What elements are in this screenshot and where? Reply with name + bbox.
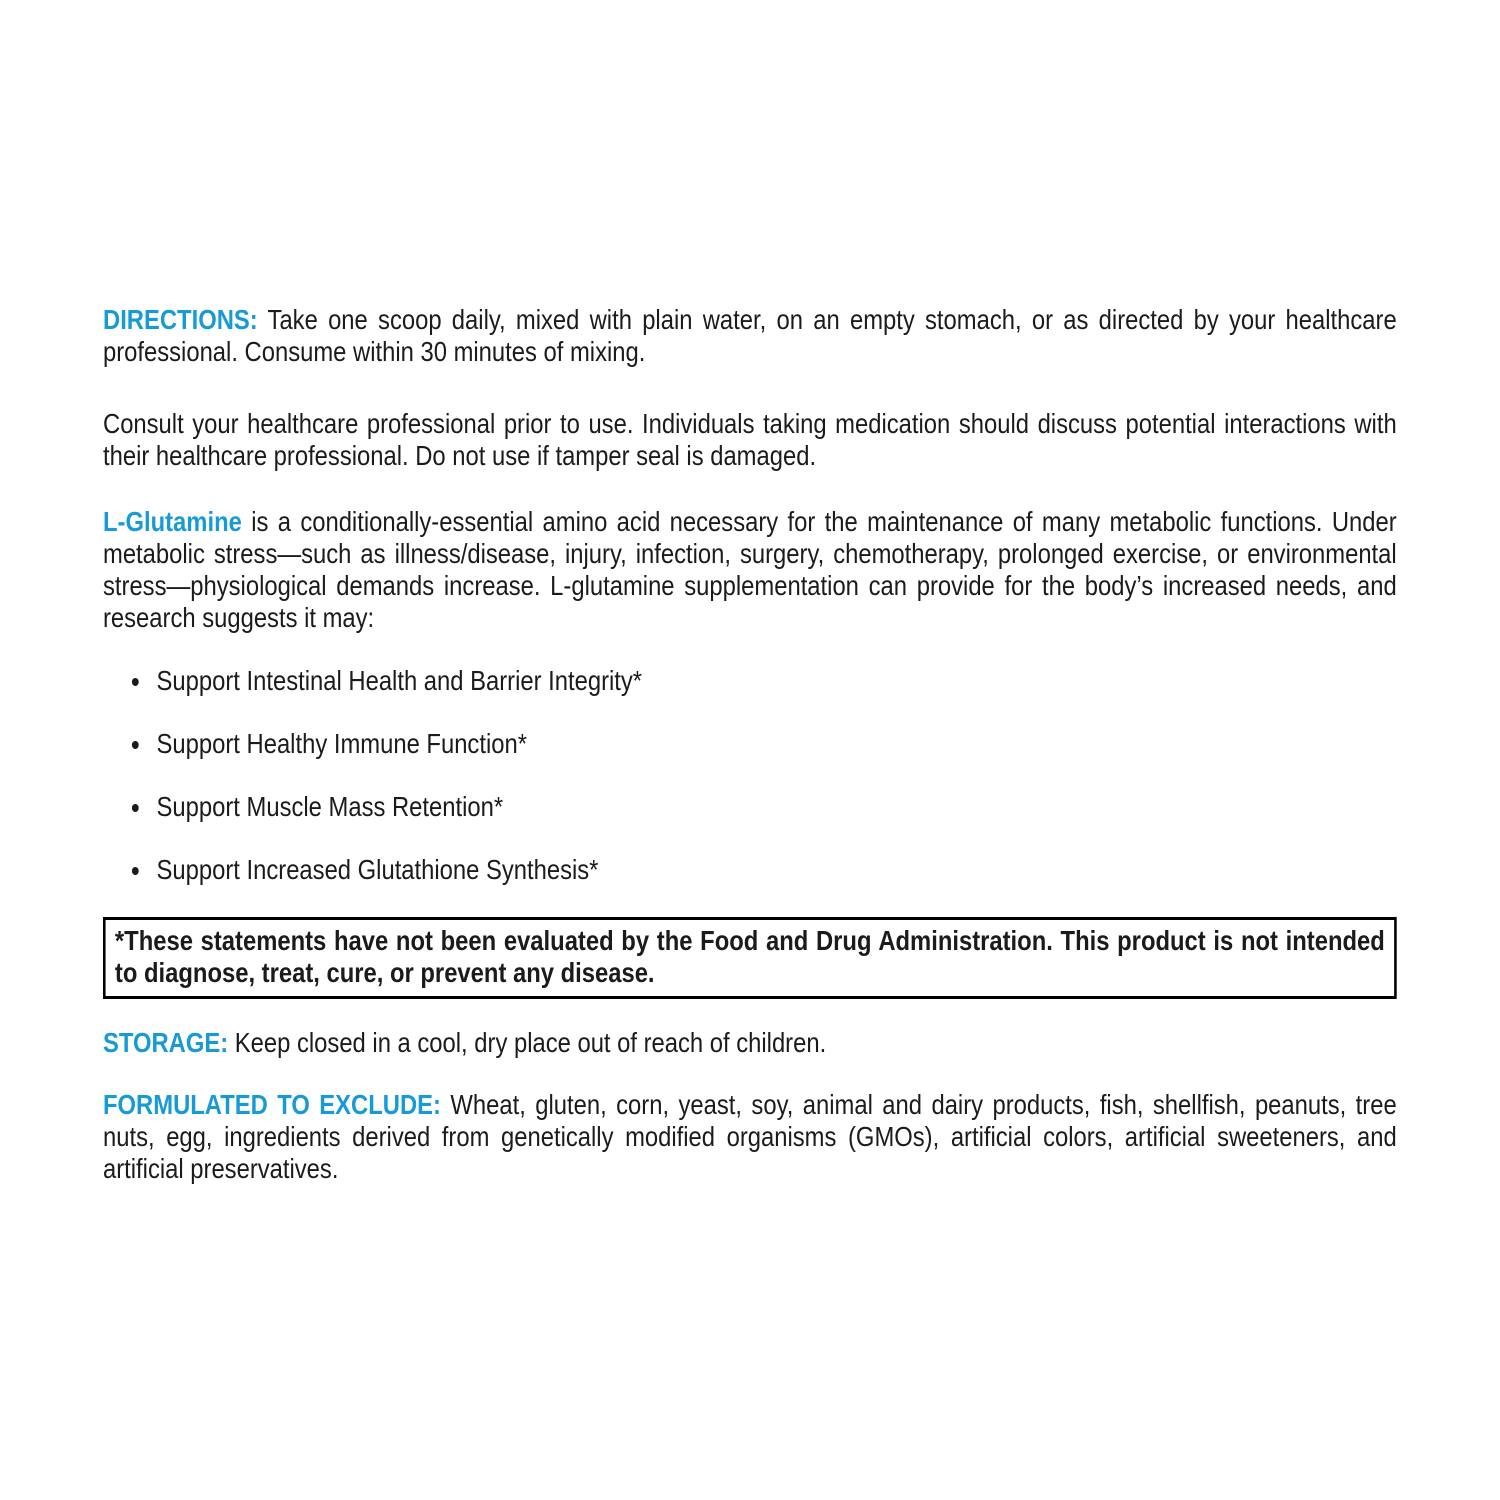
directions-paragraph (103, 304, 1397, 368)
benefits-list (103, 665, 1397, 886)
formulated-to-exclude-text: Wheat, gluten, corn, yeast, soy, animal and dairy products, fish, shellfish, peanuts, tree nuts, egg, ingredients derived from genetically modified organisms (GMOs), artificial colors, artificial sweeteners, and artificial preservatives. (103, 1089, 1397, 1184)
fda-disclaimer-box (103, 917, 1397, 999)
formulated-to-exclude-paragraph (103, 1089, 1397, 1185)
fda-disclaimer-text: *These statements have not been evaluated by the Food and Drug Administration. This product is not intended to diagnose, treat, cure, or prevent any disease. (114, 925, 1385, 988)
storage-paragraph (103, 1027, 1397, 1059)
directions-label: DIRECTIONS: (103, 304, 258, 335)
directions-text: Take one scoop daily, mixed with plain water, on an empty stomach, or as directed by your healthcare professional. Consume within 30 minutes of mixing. (103, 304, 1397, 367)
formulated-to-exclude-label: FORMULATED TO EXCLUDE: (103, 1089, 441, 1120)
storage-text: Keep closed in a cool, dry place out of reach of children. (234, 1027, 827, 1058)
benefit-item-muscle: • Support Muscle Mass Retention* (151, 791, 1396, 823)
label-text-column (103, 304, 1397, 1185)
benefit-item-glutathione: • Support Increased Glutathione Synthesis* (151, 854, 1396, 886)
consult-text: Consult your healthcare professional prior to use. Individuals taking medication should discuss potential interactions with their healthcare professional. Do not use if tamper seal is damaged. (103, 408, 1397, 471)
glutamine-text: is a conditionally-essential amino acid necessary for the maintenance of many metabolic functions. Under metabolic stress—such as illness/disease, injury, infection, surgery, chemotherapy, prolonged exercise, or environmental stress—physiological demands increase. L-glutamine supplementation can provide for the body’s increased needs, and research suggests it may: (103, 506, 1397, 633)
benefit-item-intestinal: • Support Intestinal Health and Barrier Integrity* (151, 665, 1396, 697)
storage-label: STORAGE: (103, 1027, 229, 1058)
glutamine-paragraph (103, 506, 1397, 634)
glutamine-label: L-Glutamine (103, 506, 242, 537)
benefit-item-immune: • Support Healthy Immune Function* (151, 728, 1396, 760)
consult-paragraph (103, 408, 1397, 472)
